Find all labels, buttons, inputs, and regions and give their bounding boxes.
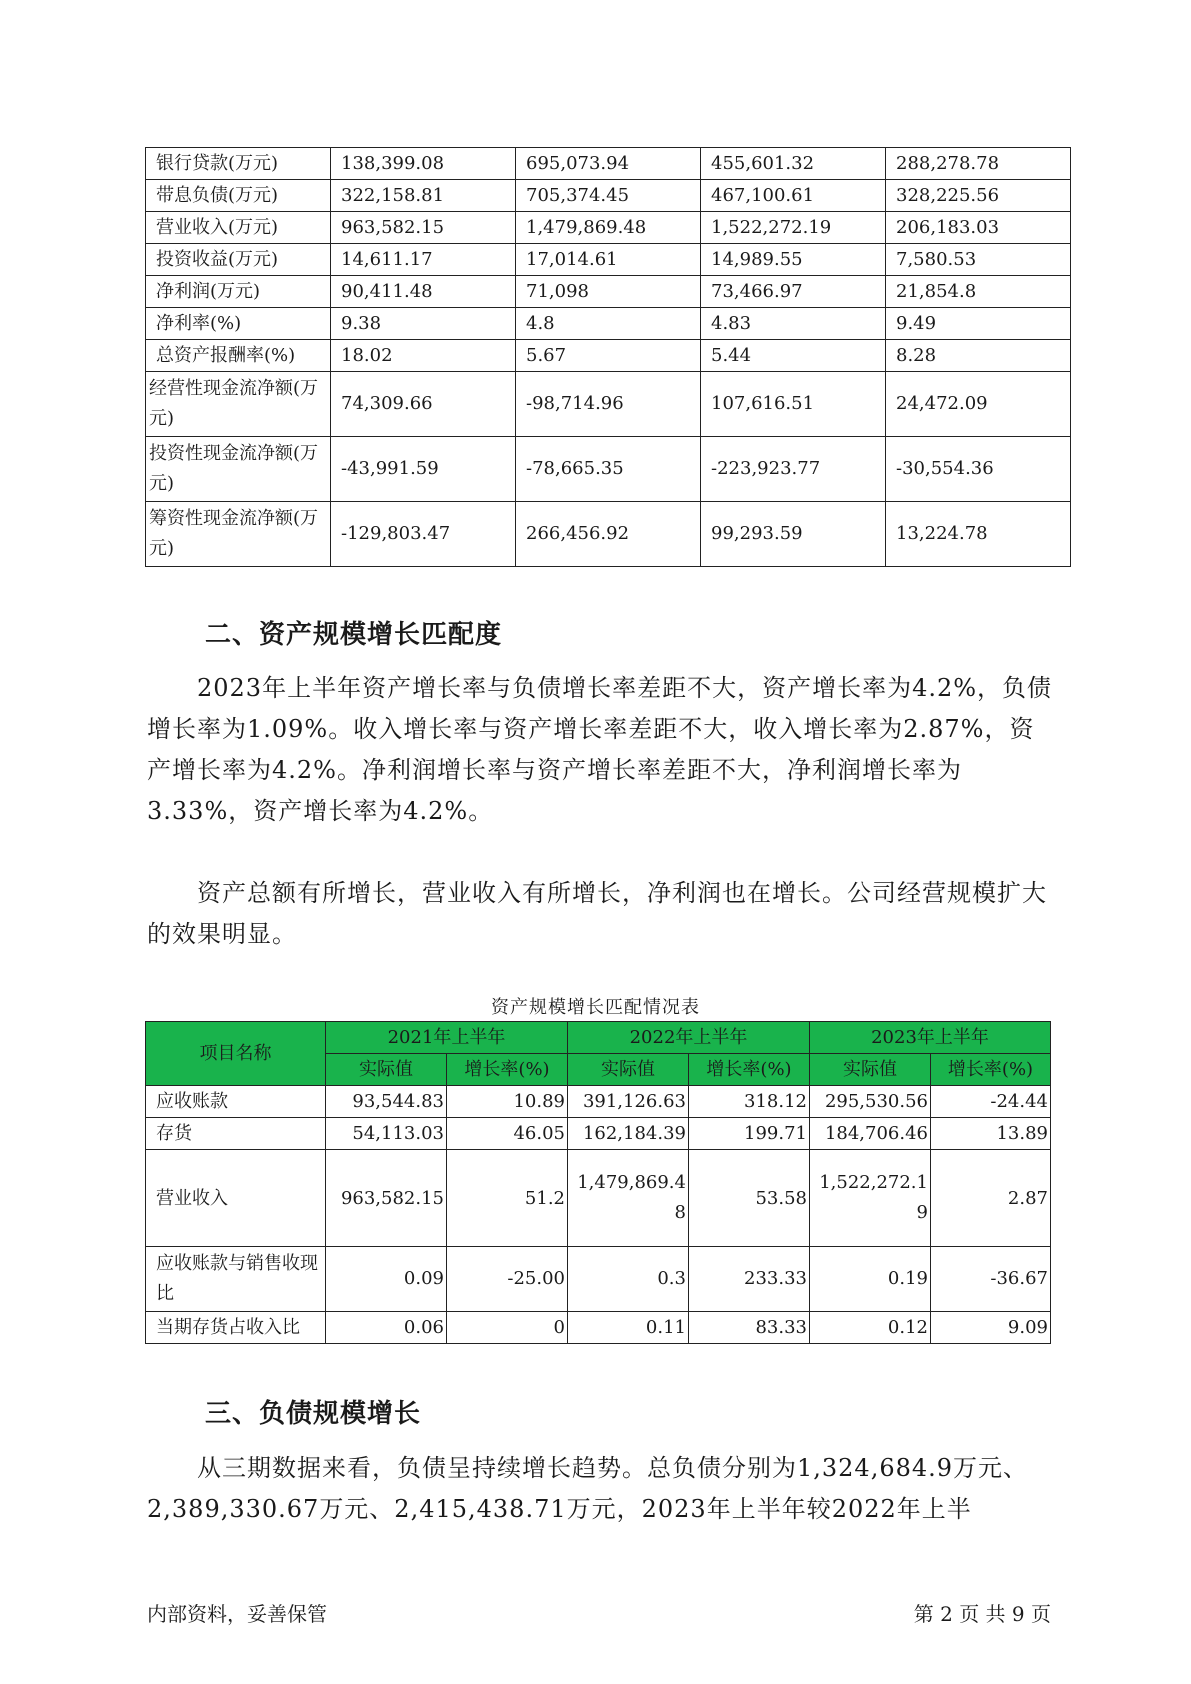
table-cell: 0.12 [810, 1312, 931, 1344]
table-cell: 0.06 [326, 1312, 447, 1344]
table-cell: 4.8 [516, 308, 701, 340]
table-cell: 14,989.55 [701, 244, 886, 276]
table-row [146, 1118, 1051, 1150]
table-row [146, 180, 1071, 212]
table-cell: 138,399.08 [331, 148, 516, 180]
table-cell: -30,554.36 [886, 437, 1071, 502]
section-heading-assets: 二、资产规模增长匹配度 [205, 620, 503, 650]
paragraph: 资产总额有所增长，营业收入有所增长，净利润也在增长。公司经营规模扩大的效果明显。 [147, 879, 1047, 948]
table-cell: 5.44 [701, 340, 886, 372]
table-cell: 18.02 [331, 340, 516, 372]
row-label: 净利润(万元) [146, 276, 331, 308]
row-label: 净利率(%) [146, 308, 331, 340]
table-cell: -25.00 [447, 1247, 568, 1312]
table-cell: 74,309.66 [331, 372, 516, 437]
table-cell: 0.11 [568, 1312, 689, 1344]
table-cell: 328,225.56 [886, 180, 1071, 212]
table-cell: 1,522,272.19 [810, 1150, 931, 1247]
table-cell: 90,411.48 [331, 276, 516, 308]
paragraph: 从三期数据来看，负债呈持续增长趋势。总负债分别为1,324,684.9万元、2,389,330.67万元、2,415,438.71万元，2023年上半年较2022年上半 [147, 1454, 1029, 1523]
table-cell: 266,456.92 [516, 502, 701, 567]
table-cell: 695,073.94 [516, 148, 701, 180]
table-caption: 资产规模增长匹配情况表 [491, 997, 700, 1018]
table-cell: 288,278.78 [886, 148, 1071, 180]
row-label: 应收账款与销售收现比 [146, 1247, 326, 1312]
table-row [146, 437, 1071, 502]
table-cell: 4.83 [701, 308, 886, 340]
row-label: 筹资性现金流净额(万元) [146, 502, 331, 567]
table-cell: -129,803.47 [331, 502, 516, 567]
table-cell: 93,544.83 [326, 1086, 447, 1118]
row-label: 营业收入(万元) [146, 212, 331, 244]
table-cell: 9.38 [331, 308, 516, 340]
table-cell: 71,098 [516, 276, 701, 308]
table-cell: 0 [447, 1312, 568, 1344]
table-cell: 99,293.59 [701, 502, 886, 567]
column-header-period: 2021年上半年 [326, 1022, 568, 1054]
table-cell: -36.67 [931, 1247, 1051, 1312]
row-label: 营业收入 [146, 1150, 326, 1247]
table-cell: 391,126.63 [568, 1086, 689, 1118]
table-cell: -43,991.59 [331, 437, 516, 502]
table-row [146, 1150, 1051, 1247]
asset-growth-match-table [145, 1021, 1051, 1344]
row-label: 经营性现金流净额(万元) [146, 372, 331, 437]
section-heading-debt: 三、负债规模增长 [205, 1399, 422, 1429]
column-header-period: 2023年上半年 [810, 1022, 1051, 1054]
table-row [146, 1247, 1051, 1312]
table-row [146, 340, 1071, 372]
table-cell: 8.28 [886, 340, 1071, 372]
column-header-actual: 实际值 [326, 1054, 447, 1086]
table-cell: 46.05 [447, 1118, 568, 1150]
table-cell: 7,580.53 [886, 244, 1071, 276]
table-cell: 10.89 [447, 1086, 568, 1118]
column-header-period: 2022年上半年 [568, 1022, 810, 1054]
table-cell: 107,616.51 [701, 372, 886, 437]
table-cell: 1,479,869.48 [516, 212, 701, 244]
table-header-row [146, 1022, 1051, 1054]
table-cell: 322,158.81 [331, 180, 516, 212]
paragraph: 2023年上半年资产增长率与负债增长率差距不大，资产增长率为4.2%，负债增长率为1.09%。收入增长率与资产增长率差距不大，收入增长率为2.87%，资产增长率为4.2%。净利润增长率与资产增长率差距不大，净利润增长率为3.33%，资产增长率为4.2%。 [147, 674, 1053, 825]
table-cell: 199.71 [689, 1118, 810, 1150]
table-cell: 17,014.61 [516, 244, 701, 276]
table-row [146, 244, 1071, 276]
table-cell: 233.33 [689, 1247, 810, 1312]
table-cell: 14,611.17 [331, 244, 516, 276]
table-cell: -24.44 [931, 1086, 1051, 1118]
table-cell: 206,183.03 [886, 212, 1071, 244]
table-cell: 53.58 [689, 1150, 810, 1247]
table-cell: 54,113.03 [326, 1118, 447, 1150]
column-header-actual: 实际值 [810, 1054, 931, 1086]
table-cell: 2.87 [931, 1150, 1051, 1247]
table-cell: 9.49 [886, 308, 1071, 340]
table-cell: 0.09 [326, 1247, 447, 1312]
table-cell: -78,665.35 [516, 437, 701, 502]
table-cell: 295,530.56 [810, 1086, 931, 1118]
row-label: 存货 [146, 1118, 326, 1150]
table-cell: 24,472.09 [886, 372, 1071, 437]
table-cell: 184,706.46 [810, 1118, 931, 1150]
table-cell: 51.2 [447, 1150, 568, 1247]
row-label: 总资产报酬率(%) [146, 340, 331, 372]
table-cell: 705,374.45 [516, 180, 701, 212]
table-cell: 21,854.8 [886, 276, 1071, 308]
table-cell: 318.12 [689, 1086, 810, 1118]
table-row [146, 276, 1071, 308]
row-label: 投资收益(万元) [146, 244, 331, 276]
table-row [146, 1086, 1051, 1118]
table-cell: 0.19 [810, 1247, 931, 1312]
column-header-growth: 增长率(%) [447, 1054, 568, 1086]
table-cell: 963,582.15 [326, 1150, 447, 1247]
footer-page-number: 第 2 页 共 9 页 [913, 1602, 1051, 1626]
table-cell: 13,224.78 [886, 502, 1071, 567]
column-header-actual: 实际值 [568, 1054, 689, 1086]
table-cell: -98,714.96 [516, 372, 701, 437]
table-row [146, 1312, 1051, 1344]
table-row [146, 212, 1071, 244]
table-cell: -223,923.77 [701, 437, 886, 502]
table-cell: 73,466.97 [701, 276, 886, 308]
row-label: 应收账款 [146, 1086, 326, 1118]
column-header-item: 项目名称 [146, 1022, 326, 1086]
row-label: 银行贷款(万元) [146, 148, 331, 180]
table-cell: 162,184.39 [568, 1118, 689, 1150]
footer-confidential: 内部资料，妥善保管 [147, 1602, 327, 1626]
table-cell: 13.89 [931, 1118, 1051, 1150]
table-row [146, 372, 1071, 437]
table-cell: 83.33 [689, 1312, 810, 1344]
table-row [146, 148, 1071, 180]
table-row [146, 308, 1071, 340]
table-row [146, 502, 1071, 567]
table-cell: 5.67 [516, 340, 701, 372]
column-header-growth: 增长率(%) [931, 1054, 1051, 1086]
table-cell: 9.09 [931, 1312, 1051, 1344]
table-cell: 1,522,272.19 [701, 212, 886, 244]
row-label: 带息负债(万元) [146, 180, 331, 212]
table-cell: 467,100.61 [701, 180, 886, 212]
financial-indicators-table [145, 147, 1071, 567]
row-label: 投资性现金流净额(万元) [146, 437, 331, 502]
table-cell: 1,479,869.48 [568, 1150, 689, 1247]
column-header-growth: 增长率(%) [689, 1054, 810, 1086]
table-cell: 455,601.32 [701, 148, 886, 180]
row-label: 当期存货占收入比 [146, 1312, 326, 1344]
table-cell: 0.3 [568, 1247, 689, 1312]
table-cell: 963,582.15 [331, 212, 516, 244]
